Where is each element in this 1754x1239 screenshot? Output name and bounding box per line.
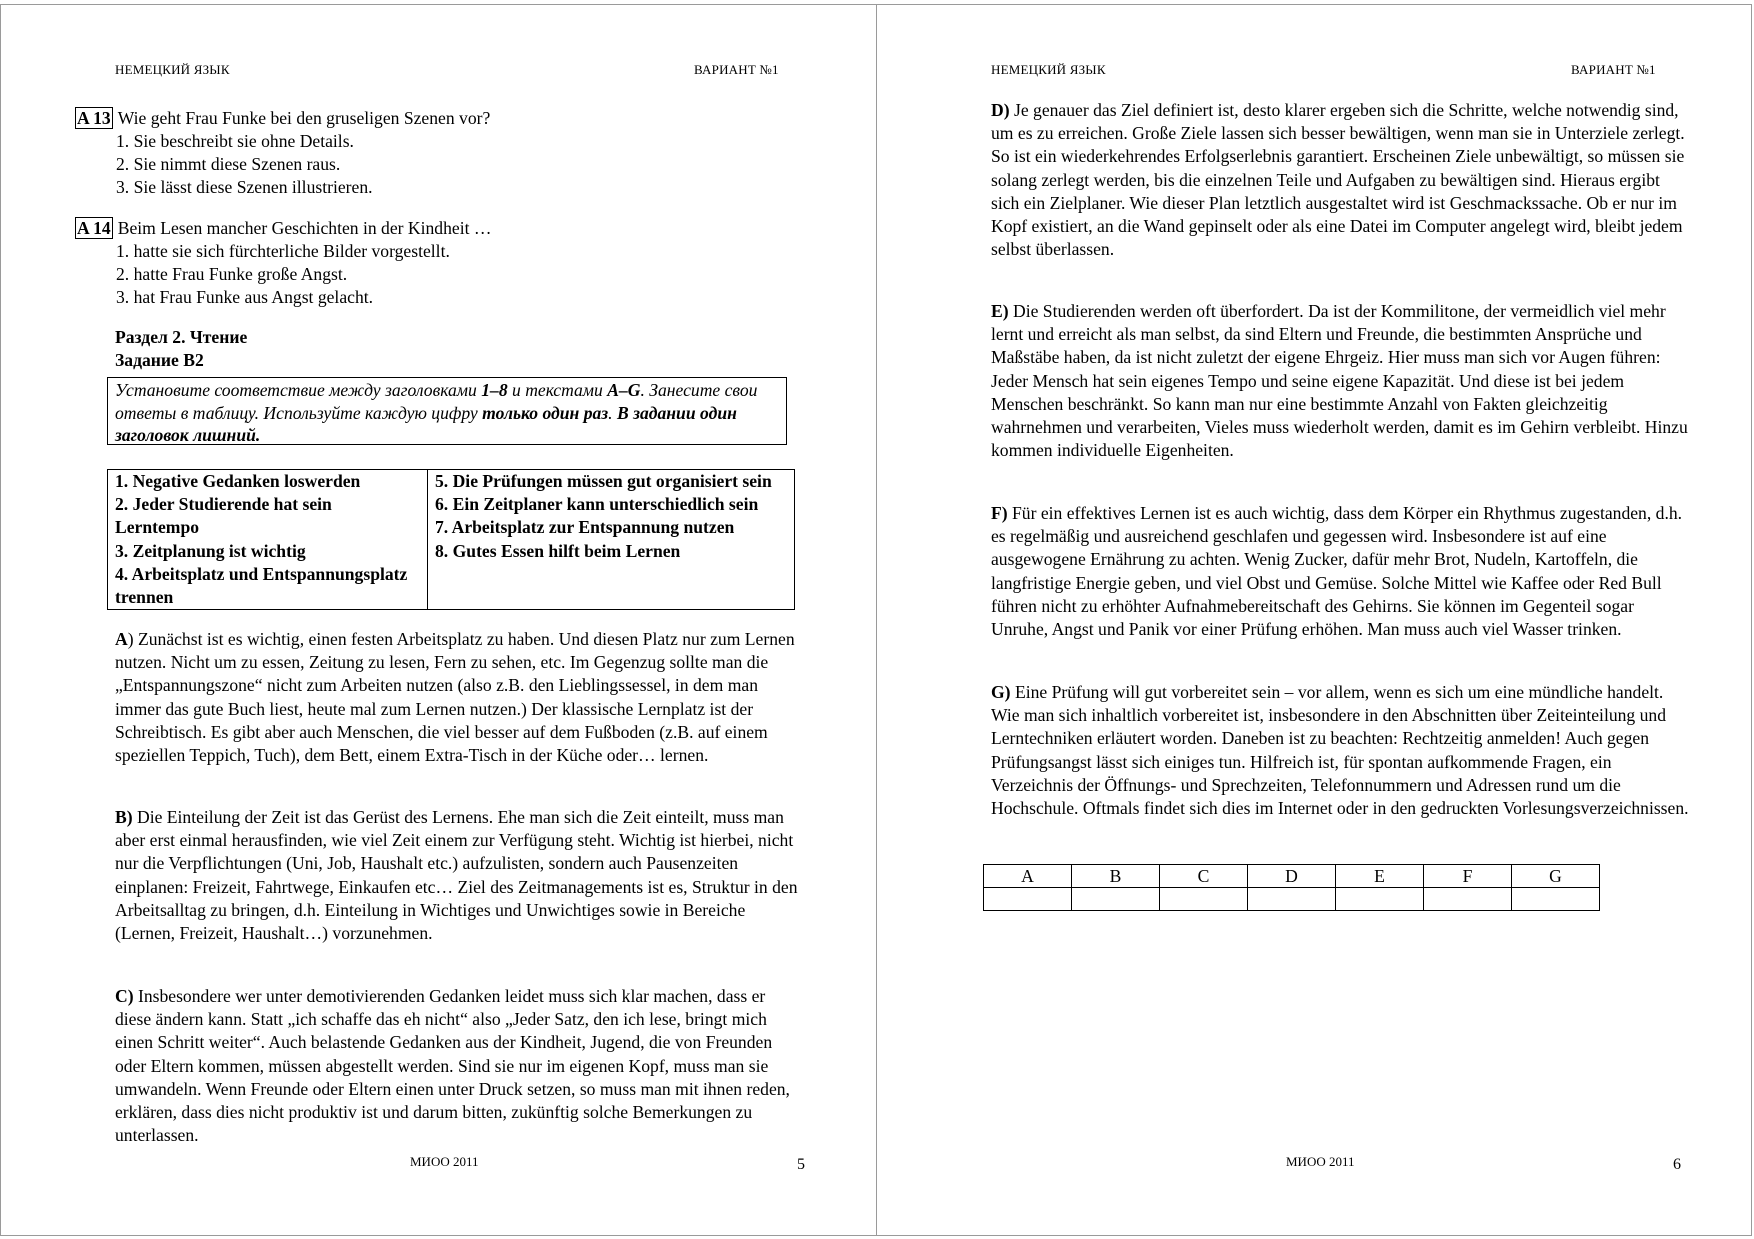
instruction-text: . bbox=[608, 402, 617, 423]
answer-column-header: G bbox=[1512, 865, 1600, 888]
paragraph-label: C) bbox=[115, 986, 134, 1006]
answer-cell[interactable] bbox=[1160, 888, 1248, 911]
footer-text: МИОО 2011 bbox=[1286, 1154, 1355, 1169]
answer-option: 3. Sie lässt diese Szenen illustrieren. bbox=[116, 177, 373, 198]
instruction-range: A–G bbox=[607, 380, 641, 400]
instruction-range: 1–8 bbox=[481, 380, 508, 400]
header-subject: НЕМЕЦКИЙ ЯЗЫК bbox=[991, 62, 1106, 77]
question-number: A 13 bbox=[77, 108, 111, 128]
answer-column-header: F bbox=[1424, 865, 1512, 888]
answer-cell[interactable] bbox=[1072, 888, 1160, 911]
page-number: 6 bbox=[1673, 1156, 1681, 1173]
footer-text: МИОО 2011 bbox=[410, 1154, 479, 1169]
heading-item: 8. Gutes Essen hilft beim Lernen bbox=[435, 540, 681, 561]
answer-table-entry-row bbox=[984, 888, 1600, 911]
section-title: Раздел 2. Чтение bbox=[115, 327, 248, 347]
paragraph-body: Die Studierenden werden oft überfordert. Da ist der Kommilitone, der vermeidlich viel mehr lernt und erreicht als man selbst, da sind Eltern und Freunde, die bestimmten Ansprüche und Maßstäbe haben, da ist nicht zuletzt der eigene Ehrgeiz. Hier muss man sich vor Augen führen: Jeder Mensch hat sein eigenes Tempo und seine eigene Kapazität. Und diese ist bei jedem Menschen beschränkt. So kann man nur eine bestimmte Anzahl von Fakten gleichzeitig wahrnehmen und verarbeiten, Vieles muss wiederholt werden, damit es im Gehirn verbleibt. Hinzu kommen individuelle Eigenheiten. bbox=[991, 301, 1688, 461]
paragraph-body: Insbesondere wer unter demotivierenden Gedanken leidet muss sich klar machen, dass er diese ändern kann. Statt „ich schaffe das eh nicht“ also „Jeder Satz, den ich lese, bringt mich einen Schritt weiter“. Auch belastende Gedanken aus der Kindheit, Jugend, die von Freunden oder Eltern kommen, müssen abgestellt werden. Sind sie nur im eigenen Kopf, muss man sie umwandeln. Wenn Freunde oder Eltern einen unter Druck setzen, so muss man mit ihnen reden, erklären, dass dies nicht produktiv ist und darum bitten, zukünftig solche Bemerkungen zu unterlassen. bbox=[115, 986, 790, 1146]
instruction-text: и текстами bbox=[507, 380, 608, 400]
instruction-text: . Занесите свои ответы в таблицу. Используйте каждую цифру bbox=[115, 380, 758, 423]
text-paragraph-e bbox=[991, 300, 1691, 462]
heading-item: 3. Zeitplanung ist wichtig bbox=[115, 540, 306, 561]
paragraph-label: B) bbox=[115, 807, 133, 827]
paragraph-body: Je genauer das Ziel definiert ist, desto klarer ergeben sich die Schritte, welche notwendig sind, um es zu erreichen. Große Ziele lassen sich besser bewältigen, wenn man sie in Unterziele zerlegt. So ist ein wiederkehrendes Erfolgserlebnis garantiert. Erscheinen Ziele unbewältigt, so müssen sie solang zerlegt werden, bis die einzelnen Teile und Aufgaben zu bewältigen sind. Hieraus ergibt sich ein Zielplaner. Wie dieser Plan letztlich ausgestaltet wird ist Geschmackssache. Ob er nur im Kopf existiert, an die Wand gepinselt oder als eine Datei im Computer angelegt wird, bleibt jedem selbst überlassen. bbox=[991, 100, 1685, 260]
heading-item: 4. Arbeitsplatz und Entspannungsplatz trennen bbox=[115, 563, 408, 608]
heading-item: 5. Die Prüfungen müssen gut organisiert sein bbox=[435, 471, 772, 491]
text-paragraph-d bbox=[991, 99, 1691, 261]
answer-option: 2. hatte Frau Funke große Angst. bbox=[116, 264, 348, 285]
paragraph-label: F) bbox=[991, 503, 1008, 523]
header-variant: ВАРИАНТ №1 bbox=[1571, 62, 1656, 77]
answer-cell[interactable] bbox=[984, 888, 1072, 911]
paragraph-body: Für ein effektives Lernen ist es auch wichtig, dass dem Körper ein Rhythmus zugestanden, d.h. es regelmäßig und ausreichend geschlafen und gegessen wird. Insbesondere ist auf eine ausgewogene Ernährung zu achten. Wenig Zucker, dafür mehr Brot, Nudeln, Kartoffeln, die langfristige Energie geben, und viel Obst und Gemüse. Solche Mittel wie Kaffee oder Red Bull führen nicht zu erhöhter Aufnahmebereitschaft des Gehirns. Sie können im Gegenteil sogar Unruhe, Angst und Panik vor einer Prüfung erhöhen. Man muss auch viel Wasser trinken. bbox=[991, 503, 1683, 640]
page-number: 5 bbox=[797, 1156, 805, 1173]
paragraph-label: D) bbox=[991, 100, 1010, 120]
paragraph-body: ) Zunächst ist es wichtig, einen festen Arbeitsplatz zu haben. Und diesen Platz nur zum Lernen nutzen. Nicht um zu essen, Zeitung zu lesen, Fern zu sehen, etc. Im Gegenzug sollte man die „Entspannungszone“ nicht zum Arbeiten nutzen (also z.B. den Lieblingssessel, in dem man immer das gute Buch liest, heute mal zum Lernen nutzen.) Der klassische Lernplatz ist der Schreibtisch. Es gibt aber auch Menschen, die viel besser auf dem Fußboden (z.B. auf einem speziellen Teppich, Tuch), dem Bett, einem Extra-Tisch in der Küche oder… lernen. bbox=[115, 629, 795, 766]
answer-cell[interactable] bbox=[1248, 888, 1336, 911]
answer-option: 2. Sie nimmt diese Szenen raus. bbox=[116, 154, 341, 175]
header-variant: ВАРИАНТ №1 bbox=[694, 62, 779, 77]
answer-column-header: D bbox=[1248, 865, 1336, 888]
answer-cell[interactable] bbox=[1424, 888, 1512, 911]
instruction-emphasis: В задании один заголовок лишний. bbox=[115, 402, 737, 445]
heading-item: 2. Jeder Studierende hat sein Lerntempo bbox=[115, 494, 332, 538]
instruction-emphasis: только один раз bbox=[482, 402, 609, 423]
paragraph-body: Eine Prüfung will gut vorbereitet sein – vor allem, wenn es sich um eine mündliche handelt. Wie man sich inhaltlich vorbereitet ist, insbesondere in den Abschnitten über Zeiteinteilung und Lerntechniken erläutert worden. Daneben ist zu beachten: Rechtzeitig anmelden! Auch gegen Prüfungsangst lässt sich einiges tun. Hilfreich ist, für spontan aufkommende Fragen, ein Verzeichnis der Öffnungs- und Sprechzeiten, Telefonnummern und Adressen rund um die Hochschule. Oftmals findet sich dies im Internet oder in den gedruckten Vorlesungsverzeichnissen. bbox=[991, 682, 1689, 819]
heading-item: 1. Negative Gedanken loswerden bbox=[115, 471, 361, 491]
text-paragraph-f bbox=[991, 502, 1691, 641]
question-text: Wie geht Frau Funke bei den gruseligen Szenen vor? bbox=[117, 108, 491, 128]
heading-item: 6. Ein Zeitplaner kann unterschiedlich sein bbox=[435, 494, 759, 515]
answer-column-header: A bbox=[984, 865, 1072, 888]
answer-option: 1. Sie beschreibt sie ohne Details. bbox=[116, 131, 354, 151]
answer-column-header: B bbox=[1072, 865, 1160, 888]
answer-cell[interactable] bbox=[1512, 888, 1600, 911]
answer-column-header: C bbox=[1160, 865, 1248, 888]
paragraph-label: G) bbox=[991, 682, 1011, 702]
paragraph-label: E) bbox=[991, 301, 1009, 321]
paragraph-body: Die Einteilung der Zeit ist das Gerüst des Lernens. Ehe man sich die Zeit einteilt, muss man aber erst einmal herausfinden, wie viel Zeit einem zur Verfügung steht. Wichtig ist hierbei, nicht nur die Verpflichtungen (Uni, Job, Haushalt etc.) aufzulisten, sondern auch Pausenzeiten einplanen: Freizeit, Fahrtwege, Einkaufen etc… Ziel des Zeitmanagements ist es, Struktur in den Arbeitsalltag zu bringen, d.h. Einteilung in Wichtiges und Unwichtiges sowie in Bereiche (Lernen, Freizeit, Haushalt…) vorzunehmen. bbox=[115, 807, 798, 944]
header-subject: НЕМЕЦКИЙ ЯЗЫК bbox=[115, 62, 230, 77]
question-text: Beim Lesen mancher Geschichten in der Kindheit … bbox=[117, 218, 492, 238]
answer-table bbox=[983, 864, 1600, 911]
answer-option: 3. hat Frau Funke aus Angst gelacht. bbox=[116, 287, 374, 308]
heading-item: 7. Arbeitsplatz zur Entspannung nutzen bbox=[435, 517, 735, 538]
task-title: Задание B2 bbox=[115, 350, 204, 370]
answer-column-header: E bbox=[1336, 865, 1424, 888]
question-number: A 14 bbox=[77, 218, 111, 238]
answer-option: 1. hatte sie sich fürchterliche Bilder vorgestellt. bbox=[116, 241, 450, 261]
paragraph-label: A bbox=[115, 629, 128, 649]
answer-table-header-row bbox=[984, 865, 1600, 888]
answer-cell[interactable] bbox=[1336, 888, 1424, 911]
instruction-text: Установите соответствие между заголовками bbox=[115, 380, 482, 400]
text-paragraph-g bbox=[991, 681, 1691, 820]
